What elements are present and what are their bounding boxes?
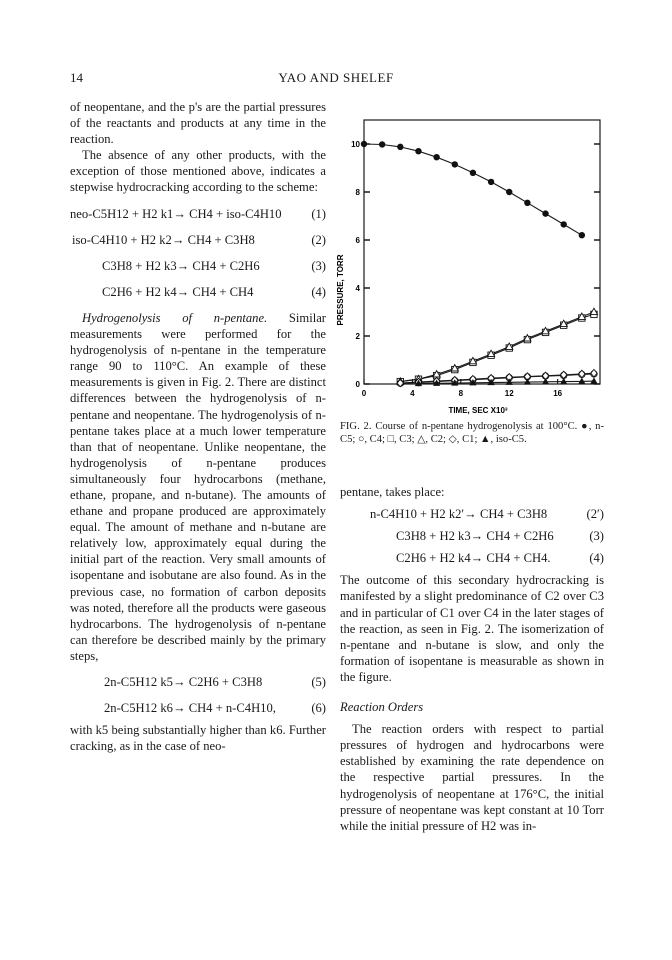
paragraph: Hydrogenolysis of n-pentane. Similar measurements were performed for the hydrogenolysis of n-pentane in the temperature range 90 to 110°C. An example of these measurements is given in Fig. 2. There are distinct differences between the hydrogenolysis of n-pentane and neopentane. The hydrogenolysis of n-pentane takes place at a much lower temperature than that of neopentane. Unlike neopentane, the hydrogenolysis of n-pentane produces simultaneously four hydrocarbons (methane, ethane, propane, and n-butane). The amounts of ethane and propane produced are approximately equal. The amount of methane and n-butane are relatively low, approximately equal during the initial part of the reaction. Very small amounts of isopentane and isobutane are also found. As in the previous case, no formation of carbon deposits was noted, therefore all the products were gaseous hydrocarbons. The hydrogenolysis of n-pentane can therefore be described mainly by the primary steps, — [70, 310, 326, 663]
left-column — [70, 99, 326, 754]
equation-3-right: C3H8 + H2 k3→ CH4 + C2H6 (3) — [396, 529, 604, 544]
run-in-heading: Hydrogenolysis of n-pentane. — [82, 310, 268, 325]
x-tick-label: 16 — [553, 389, 563, 398]
data-point-n-c5 — [560, 221, 566, 227]
x-tick-label: 0 — [361, 389, 367, 398]
page-number: 14 — [70, 70, 83, 85]
y-tick-label: 8 — [355, 188, 360, 197]
equation-3: C3H8 + H2 k3→ CH4 + C2H6 (3) — [102, 258, 326, 273]
equation-4: C2H6 + H2 k4→ CH4 + CH4 (4) — [102, 284, 326, 299]
right-column — [340, 484, 604, 834]
y-tick-label: 0 — [355, 380, 360, 389]
section-heading: Reaction Orders — [340, 700, 424, 715]
data-point-n-c5 — [488, 179, 494, 185]
data-point-n-c5 — [506, 189, 512, 195]
data-point-n-c5 — [452, 161, 458, 167]
paragraph: of neopentane, and the p's are the partial pressures of the reactants and products at any time in the reaction. — [70, 100, 326, 147]
x-tick-label: 8 — [458, 389, 464, 398]
equation-5: 2n-C5H12 k5→ C2H6 + C3H8 (5) — [104, 675, 326, 689]
equation-1: neo-C5H12 + H2 k1→ CH4 + iso-C4H10 (1) — [70, 206, 326, 221]
equation-6: 2n-C5H12 k6→ CH4 + n-C4H10, (6) — [104, 701, 326, 716]
paragraph: pentane, takes place: — [340, 485, 445, 499]
data-point-iso-c5 — [590, 377, 597, 383]
data-point-n-c5 — [470, 170, 476, 176]
data-point-n-c5 — [379, 141, 385, 147]
data-point-iso-c5 — [560, 378, 567, 384]
x-axis-label: TIME, SEC X10³ — [448, 406, 508, 415]
data-point-iso-c5 — [578, 378, 585, 384]
running-head: YAO AND SHELEF — [278, 70, 394, 85]
equation-2: iso-C4H10 + H2 k2→ CH4 + C3H8 (2) — [72, 232, 326, 247]
y-axis-label: PRESSURE, TORR — [336, 254, 345, 326]
equation-2-prime: n-C4H10 + H2 k2′→ CH4 + C3H8 (2′) — [370, 507, 604, 522]
data-point-n-c5 — [524, 200, 530, 206]
y-tick-label: 4 — [355, 284, 360, 293]
paragraph: The outcome of this secondary hydrocracking is manifested by a slight predominance of C2 over C3 and in particular of C1 over C4 in the later stages of the reaction, as seen in Fig. 2. The isomerization of n-pentane and n-butane is slow, and only the formation of isopentane is measurable as shown in the figure. — [340, 573, 604, 684]
data-point-n-c5 — [361, 141, 367, 147]
data-point-n-c5 — [415, 148, 421, 154]
paragraph: with k5 being substantially higher than k6. Further cracking, as in the case of neo- — [70, 723, 326, 754]
equation-4-right: C2H6 + H2 k4→ CH4 + CH4. (4) — [396, 551, 604, 566]
data-point-n-c5 — [433, 154, 439, 160]
series-line-n-c5 — [364, 144, 582, 235]
paragraph: The reaction orders with respect to partial pressures of hydrogen and hydrocarbons were established by examining the rate dependence on the respective partial pressures. In the hydrogenolysis of neopentane at 176°C, the initial pressure of neopentane was kept constant at 10 Torr while the initial pressure of H2 was in- — [340, 722, 604, 833]
data-point-n-c5 — [542, 210, 548, 216]
data-point-n-c5 — [397, 144, 403, 150]
y-tick-label: 6 — [355, 236, 360, 245]
data-point-n-c5 — [579, 232, 585, 238]
y-tick-label: 2 — [355, 332, 360, 341]
y-tick-label: 10 — [351, 140, 360, 149]
x-tick-label: 4 — [410, 389, 415, 398]
figure-caption: FIG. 2. Course of n-pentane hydrogenolysis at 100°C. ●, n-C5; ○, C4; □, C3; △, C2; ◇, C1; ▲, iso-C5. — [340, 421, 604, 445]
x-tick-label: 12 — [504, 389, 514, 398]
figure-2-chart — [330, 100, 612, 418]
paragraph: The absence of any other products, with the exception of those mentioned above, indicates a stepwise hydrocracking according to the scheme: — [70, 148, 326, 195]
plot-frame — [364, 120, 600, 384]
